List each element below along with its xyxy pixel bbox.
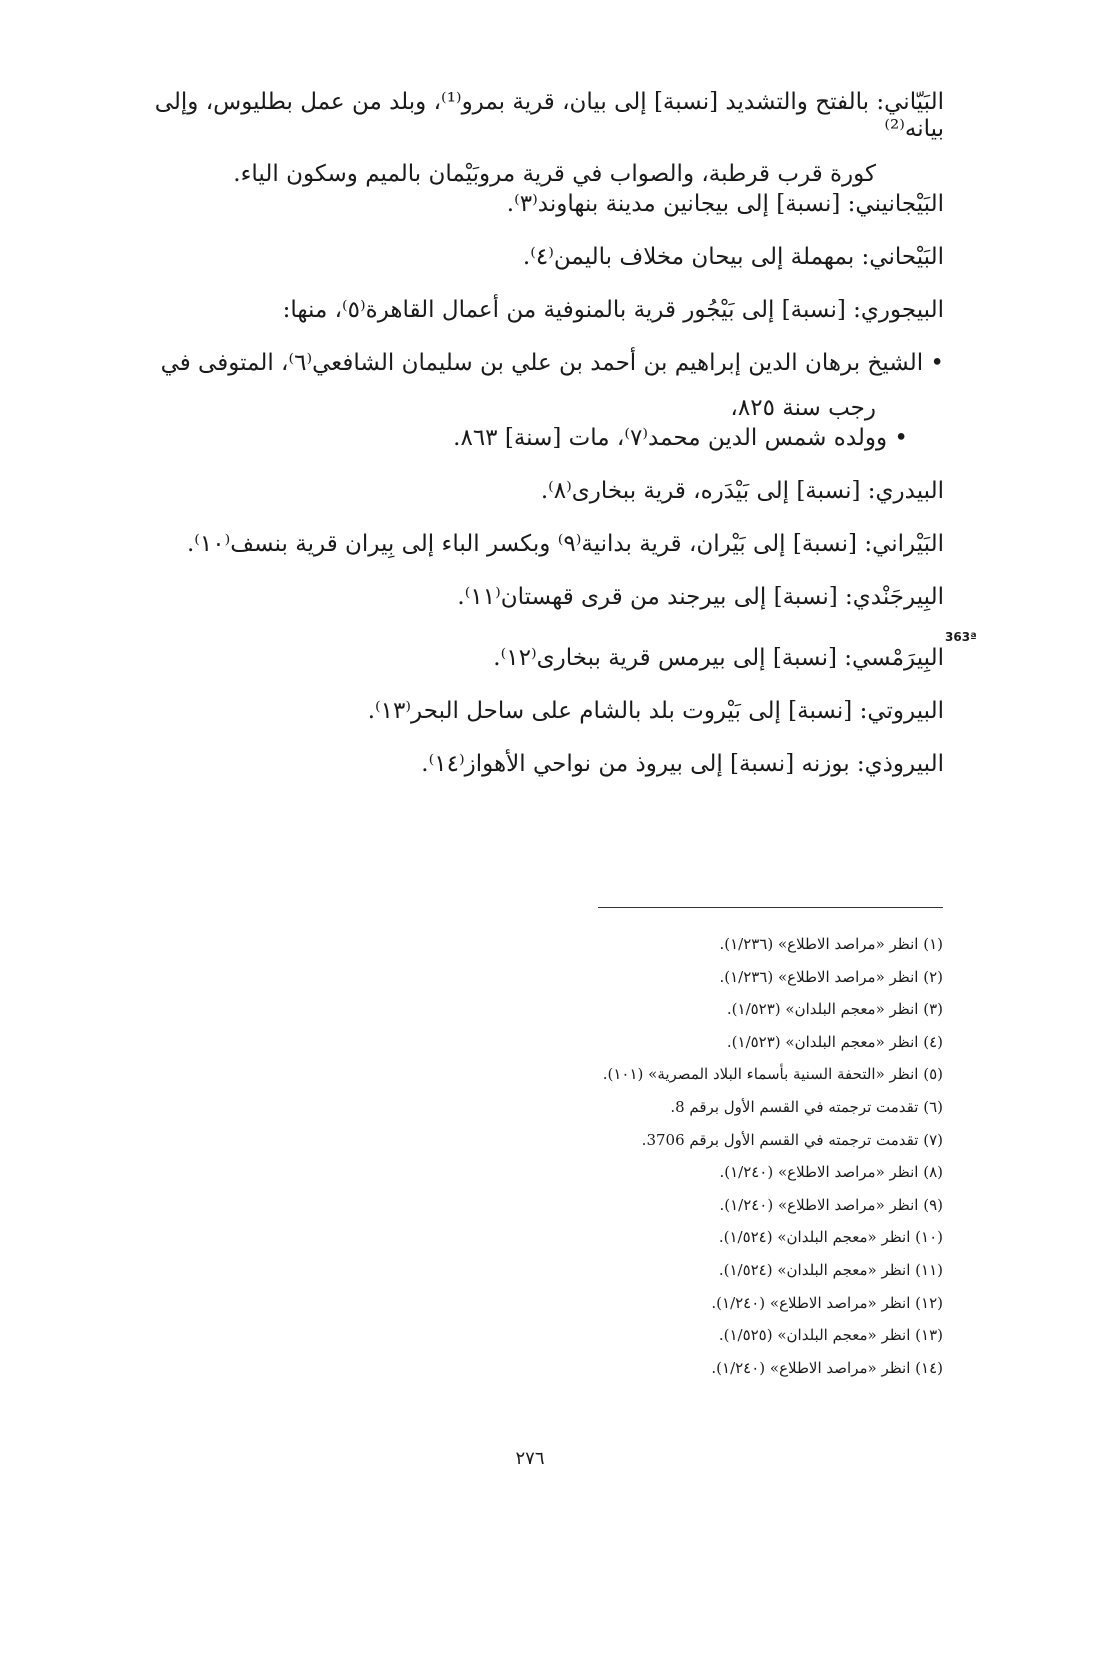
entry-birjandi: البِيرجَنْدي: [نسبة] إلى بيرجند من قرى قهستان⁽١١⁾. <box>457 584 944 610</box>
entry-continuation: رجب سنة ٨٢٥، <box>730 395 876 421</box>
footnote-item: (٧) تقدمت ترجمته في القسم الأول برقم 3706. <box>641 1130 943 1149</box>
footnote-item: (٦) تقدمت ترجمته في القسم الأول برقم 8. <box>670 1097 943 1116</box>
footnote-separator <box>598 907 943 908</box>
entry-biramsi: البِيرَمْسي: [نسبة] إلى بيرمس قرية ببخارى⁽١٢⁾. <box>493 645 944 671</box>
footnote-item: (١٢) انظر «مراصد الاطلاع» (١/٢٤٠). <box>711 1293 943 1312</box>
entry-bayruzi: البيروذي: بوزنه [نسبة] إلى بيروذ من نواحي الأهواز⁽١٤⁾. <box>421 751 944 777</box>
footnote-item: (٢) انظر «مراصد الاطلاع» (١/٢٣٦). <box>719 967 943 986</box>
entry-bayruti: البيروتي: [نسبة] إلى بَيْروت بلد بالشام على ساحل البحر⁽١٣⁾. <box>367 698 944 724</box>
footnote-item: (٨) انظر «مراصد الاطلاع» (١/٢٤٠). <box>719 1163 943 1182</box>
footnote-item: (١٣) انظر «معجم البلدان» (١/٥٢٥). <box>718 1326 943 1345</box>
footnote-item: (٣) انظر «معجم البلدان» (١/٥٢٣). <box>726 1000 943 1019</box>
margin-folio-note: 363ª <box>945 630 977 644</box>
entry-bayhani: البَيْحاني: بمهملة إلى بيحان مخلاف باليمن⁽٤⁾. <box>522 244 944 270</box>
footnote-item: (٩) انظر «مراصد الاطلاع» (١/٢٤٠). <box>719 1195 943 1214</box>
entry-baydari: البيدري: [نسبة] إلى بَيْدَره، قرية ببخارى⁽٨⁾. <box>540 478 944 504</box>
entry-bullet-burhan <box>108 347 944 422</box>
footnote-item: (١٤) انظر «مراصد الاطلاع» (١/٢٤٠). <box>711 1358 943 1377</box>
footnote-item: (٤) انظر «معجم البلدان» (١/٥٢٣). <box>726 1032 943 1051</box>
entry-line: • الشيخ برهان الدين إبراهيم بن أحمد بن علي بن سليمان الشافعي⁽٦⁾، المتوفى في <box>160 350 944 376</box>
entry-continuation: كورة قرب قرطبة، والصواب في قرية مروبَيْمان بالميم وسكون الياء. <box>233 161 876 187</box>
entry-bullet-shams: • وولده شمس الدين محمد⁽٧⁾، مات [سنة] ٨٦٣. <box>453 425 908 451</box>
footnotes <box>300 928 943 1384</box>
footnote-item: (١١) انظر «معجم البلدان» (١/٥٢٤). <box>718 1260 943 1279</box>
main-text <box>108 86 944 801</box>
footnote-item: (٥) انظر «التحفة السنية بأسماء البلاد المصرية» (١٠١). <box>602 1065 943 1084</box>
footnote-item: (١) انظر «مراصد الاطلاع» (١/٢٣٦). <box>719 935 943 953</box>
entry-bayyani <box>108 86 944 188</box>
entry-bayjuri: البيجوري: [نسبة] إلى بَيْجُور قرية بالمنوفية من أعمال القاهرة⁽٥⁾، منها: <box>282 297 944 323</box>
page-number: ٢٧٦ <box>515 1448 545 1469</box>
entry-bayjanini: البَيْجانيني: [نسبة] إلى بيجانين مدينة بنهاوند⁽٣⁾. <box>506 191 944 217</box>
entry-bayrani: البَيْراني: [نسبة] إلى بَيْران، قرية بدانية⁽٩⁾ وبكسر الباء إلى بِيران قرية بنسف⁽١٠⁾. <box>186 531 944 557</box>
footnote-item: (١٠) انظر «معجم البلدان» (١/٥٢٤). <box>718 1228 943 1247</box>
entry-line: البَيّاني: بالفتح والتشديد [نسبة] إلى بيان، قرية بمرو⁽¹⁾، وبلد من عمل بطليوس، وإلى بيانه⁽²⁾ <box>154 89 944 142</box>
